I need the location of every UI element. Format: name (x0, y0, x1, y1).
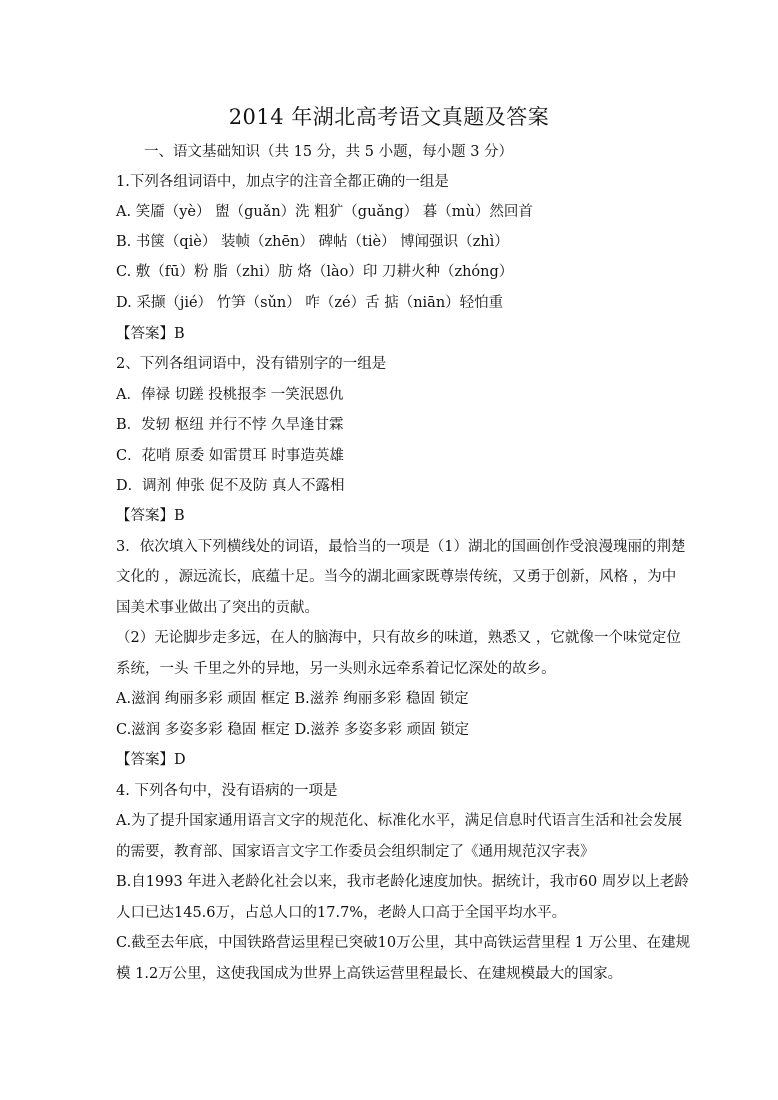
section-heading: 一、语文基础知识（共 15 分，共 5 小题，每小题 3 分） (144, 144, 514, 160)
q1-option-c: C. 敷（fū）粉 脂（zhi）肪 烙（lào）印 刀耕火种（zhóng） (116, 264, 514, 280)
q2-option-a: A．俸禄 切蹉 投桃报李 一笑泯恩仇 (116, 387, 344, 403)
q2-option-c: C．花哨 原委 如雷贯耳 时事造英雄 (116, 448, 344, 464)
q3-line-2: 文化的 ，源远流长，底蕴十足。当今的湖北画家既尊崇传统，又勇于创新，风格 ，为中 (116, 569, 677, 585)
q3-options-ab: A.滋润 绚丽多彩 顽固 框定 B.滋养 绚丽多彩 稳固 锁定 (116, 691, 469, 707)
q1-option-b: B. 书箧（qiè） 装帧（zhēn） 碑帖（tiè） 博闻强识（zhì） (116, 234, 509, 250)
q1-answer: 【答案】B (116, 326, 185, 342)
q2-answer: 【答案】B (116, 508, 185, 524)
q3-answer: 【答案】D (116, 752, 186, 768)
q2-stem: 2、下列各组词语中，没有错别字的一组是 (116, 356, 387, 372)
q2-option-b: B．发轫 枢纽 并行不悖 久旱逢甘霖 (116, 417, 344, 433)
q2-option-d: D．调剂 伸张 促不及防 真人不露相 (116, 478, 345, 494)
q4-stem: 4. 下列各句中，没有语病的一项是 (116, 783, 338, 799)
q1-option-a: A. 笑靥（yè） 盥（guǎn）洗 粗犷（guǎng） 暮（mù）然回首 (116, 204, 533, 220)
q4-option-c-line-1: C.截至去年底，中国铁路营运里程已突破10万公里，其中高铁运营里程 1 万公里、在建规 (116, 935, 691, 951)
q4-option-c-line-2: 模 1.2万公里，这使我国成为世界上高铁运营里程最长、在建规模最大的国家。 (116, 966, 623, 982)
page-title: 2014 年湖北高考语文真题及答案 (228, 105, 550, 129)
q3-options-cd: C.滋润 多姿多彩 稳固 框定 D.滋养 多姿多彩 顽固 锁定 (116, 722, 470, 738)
q1-option-d: D. 采撷（jié） 竹笋（sǔn） 咋（zé）舌 掂（niān）轻怕重 (116, 295, 504, 311)
q4-option-b-line-1: B.自1993 年进入老龄化社会以来，我市老龄化速度加快。据统计，我市60 周岁以上老龄 (116, 874, 689, 890)
q3-line-3: 国美术事业做出了突出的贡献。 (116, 600, 319, 616)
q3-line-4: （2）无论脚步走多远，在人的脑海中，只有故乡的味道，熟悉又 ，它就像一个味觉定位 (116, 630, 681, 646)
q4-option-a-line-2: 的需要，教育部、国家语言文字工作委员会组织制定了《通用规范汉字表》 (116, 844, 595, 860)
q3-line-1: 3．依次填入下列横线处的词语，最恰当的一项是（1）湖北的国画创作受浪漫瑰丽的荆楚 (116, 539, 686, 555)
q1-stem: 1.下列各组词语中，加点字的注音全都正确的一组是 (116, 174, 449, 190)
q3-line-5: 系统，一头 千里之外的异地，另一头则永远牵系着记忆深处的故乡。 (116, 661, 556, 677)
q4-option-b-line-2: 人口已达145.6万，占总人口的17.7%，老龄人口高于全国平均水平。 (116, 905, 567, 921)
q4-option-a-line-1: A.为了提升国家通用语言文字的规范化、标准化水平，满足信息时代语言生活和社会发展 (116, 813, 683, 829)
